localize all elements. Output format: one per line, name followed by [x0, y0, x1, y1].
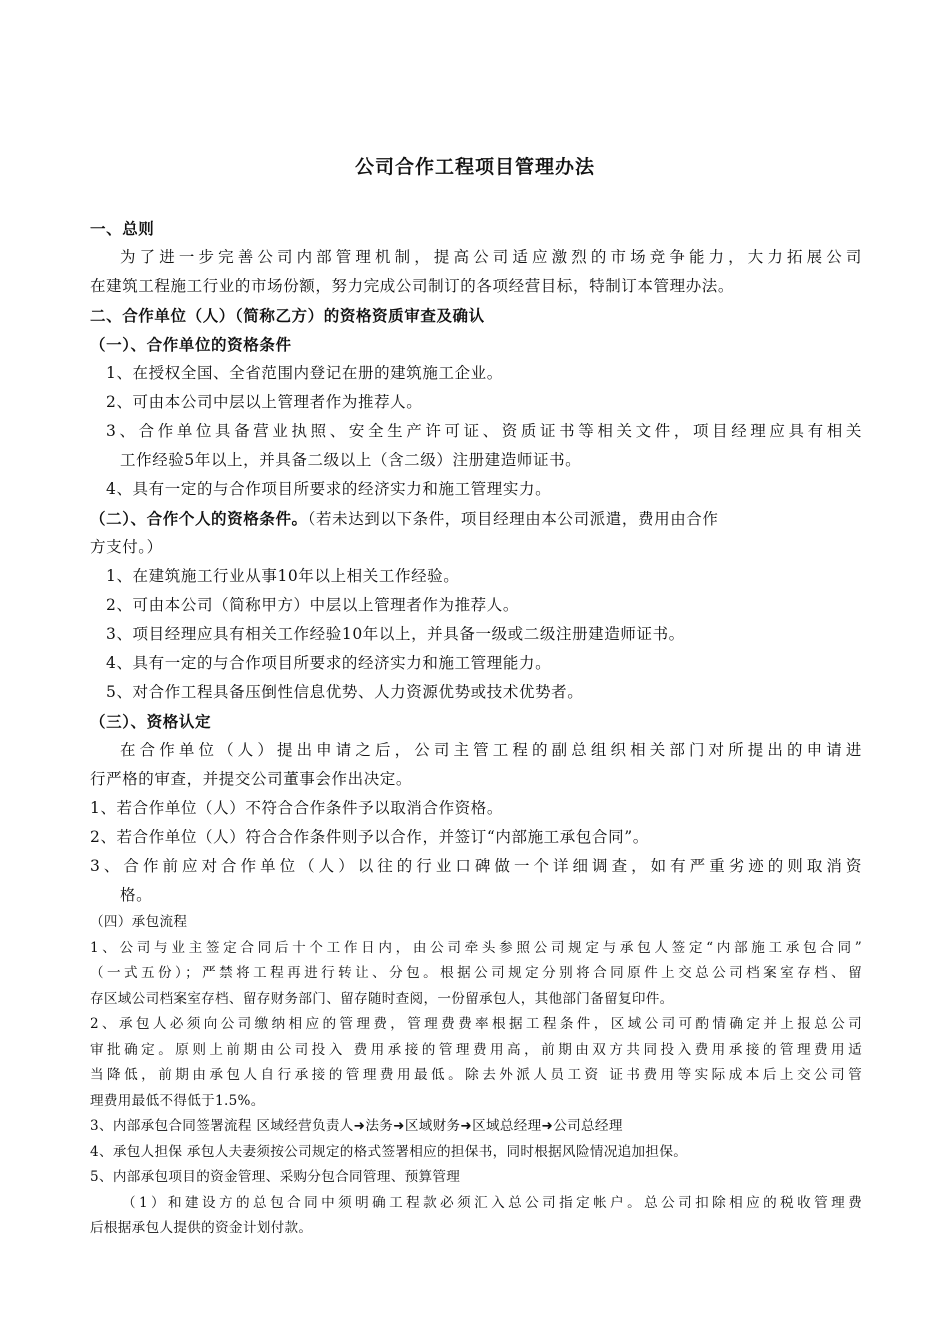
subsection-heading-contract-process: （四）承包流程 — [90, 914, 188, 930]
paragraph-line: 2、承包人必须向公司缴纳相应的管理费，管理费费率根据工程条件，区域公司可酌情确定并上报总公司 — [90, 1016, 862, 1032]
paragraph-line: 审批确定。原则上前期由公司投入 费用承接的管理费用高，前期由双方共同投入费用承接的管理费用适 — [90, 1041, 862, 1058]
list-item: 2、可由本公司中层以上管理者作为推荐人。 — [106, 393, 423, 411]
subsection-note: （若未达到以下条件，项目经理由本公司派遣，费用由合作 — [307, 510, 719, 528]
list-item: 3、项目经理应具有相关工作经验10年以上，并具备一级或二级注册建造师证书。 — [106, 625, 685, 643]
list-item: 1、在授权全国、全省范围内登记在册的建筑施工企业。 — [106, 364, 503, 382]
paragraph-line: （一式五份）；严禁将工程再进行转让、分包。根据公司规定分别将合同原件上交总公司档案室存档、留 — [90, 965, 862, 981]
list-item: 4、具有一定的与合作项目所要求的经济实力和施工管理能力。 — [106, 654, 552, 672]
paragraph-line: 理费用最低不得低于1.5%。 — [90, 1092, 265, 1109]
list-item: 1、若合作单位（人）不符合合作条件予以取消合作资格。 — [90, 799, 503, 817]
paragraph-line: 后根据承包人提供的资金计划付款。 — [90, 1220, 313, 1236]
subsection-heading-individual — [90, 504, 862, 533]
paragraph-line: 方支付。） — [90, 538, 163, 556]
paragraph-line: 4、承包人担保 承包人夫妻须按公司规定的格式签署相应的担保书，同时根据风险情况追加担保。 — [90, 1143, 688, 1160]
list-item: 4、具有一定的与合作项目所要求的经济实力和施工管理实力。 — [106, 480, 552, 498]
subsection-heading-recognition: （三）、资格认定 — [90, 712, 212, 731]
paragraph-line: 5、内部承包项目的资金管理、采购分包合同管理、预算管理 — [90, 1169, 461, 1185]
list-item: 2、若合作单位（人）符合合作条件则予以合作，并签订“内部施工承包合同”。 — [90, 828, 649, 846]
list-item-continued: 格。 — [120, 886, 153, 904]
list-item-continued: 工作经验5年以上，并具备二级以上（含二级）注册建造师证书。 — [120, 451, 582, 469]
document-title: 公司合作工程项目管理办法 — [354, 156, 595, 178]
paragraph-line: 存区域公司档案室存档、留存财务部门、留存随时查阅，一份留承包人，其他部门备留复印件。 — [90, 990, 674, 1007]
section-heading-qualification: 二、合作单位（人）（简称乙方）的资格资质审查及确认 — [90, 306, 485, 325]
paragraph-line: 行严格的审查，并提交公司董事会作出决定。 — [90, 770, 413, 788]
paragraph-line: 当降低，前期由承包人自行承接的管理费用最低。除去外派人员工资 证书费用等实际成本后上交公司管 — [90, 1067, 862, 1083]
subsection-heading-text: （二）、合作个人的资格条件。 — [90, 509, 308, 528]
paragraph-line: 为了进一步完善公司内部管理机制，提高公司适应激烈的市场竞争能力，大力拓展公司 — [120, 248, 862, 266]
list-item: 5、对合作工程具备压倒性信息优势、人力资源优势或技术优势者。 — [106, 683, 584, 701]
list-item: 3、合作单位具备营业执照、安全生产许可证、资质证书等相关文件，项目经理应具有相关 — [106, 422, 862, 440]
paragraph-line: 1、公司与业主签定合同后十个工作日内，由公司牵头参照公司规定与承包人签定“内部施工承包合同” — [90, 939, 862, 956]
list-item: 1、在建筑施工行业从事10年以上相关工作经验。 — [106, 567, 460, 585]
paragraph-line: 3、内部承包合同签署流程 区域经营负责人➜法务➜区域财务➜区域总经理➜公司总经理 — [90, 1118, 623, 1134]
list-item: 3、合作前应对合作单位（人）以往的行业口碑做一个详细调查，如有严重劣迹的则取消资 — [90, 857, 862, 875]
paragraph-line: （1）和建设方的总包合同中须明确工程款必须汇入总公司指定帐户。总公司扣除相应的税收管理费 — [122, 1194, 862, 1211]
document-body — [90, 214, 862, 1242]
section-heading-general: 一、总则 — [90, 219, 155, 238]
list-item: 2、可由本公司（简称甲方）中层以上管理者作为推荐人。 — [106, 596, 519, 614]
paragraph-line: 在建筑工程施工行业的市场份额，努力完成公司制订的各项经营目标，特制订本管理办法。 — [90, 277, 735, 295]
subsection-heading-unit: （一）、合作单位的资格条件 — [90, 335, 292, 354]
paragraph-line: 在合作单位（人）提出申请之后，公司主管工程的副总组织相关部门对所提出的申请进 — [120, 741, 862, 759]
